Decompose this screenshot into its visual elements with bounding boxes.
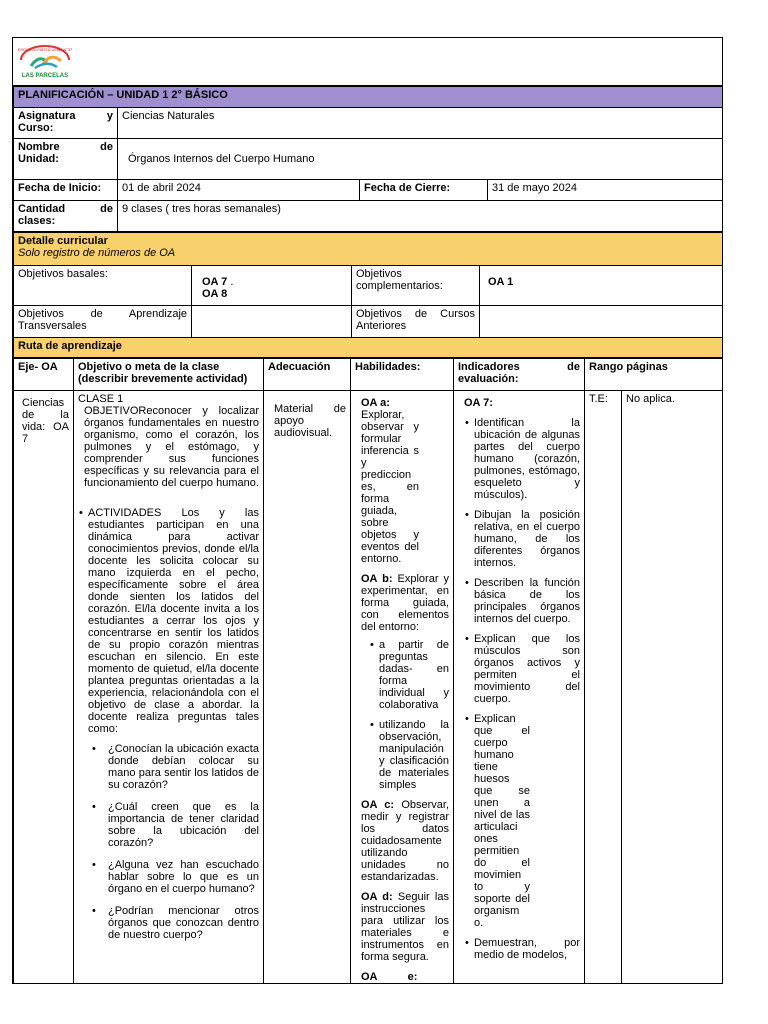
adecuacion-value: Material de apoyo audiovisual.	[264, 391, 351, 985]
te-label: T.E:	[585, 391, 622, 985]
cantidad-label	[14, 201, 118, 232]
header-table	[13, 86, 723, 232]
header-eje: Eje- OA	[14, 359, 74, 391]
basales-oa8: OA 8	[202, 288, 228, 300]
oa-a-text: Explorar, observar y formular inferencia s y prediccion es, en forma guiada, sobre objetos y eventos del entorno.	[361, 409, 419, 565]
transversales-value	[192, 306, 352, 338]
detalle-header	[14, 233, 724, 266]
fecha-inicio-label: Fecha de Inicio:	[14, 180, 118, 201]
nombre-label-word: Nombre	[18, 141, 60, 153]
cantidad-value: 9 clases ( tres horas semanales)	[118, 201, 724, 232]
fecha-cierre-value: 31 de mayo 2024	[488, 180, 724, 201]
header-objetivo: Objetivo o meta de la clase (describir brevemente actividad)	[74, 359, 264, 391]
complementarios-label: Objetivos complementarios:	[352, 266, 480, 306]
asignatura-label-y: y	[106, 110, 113, 122]
rango-value: No aplica.	[622, 391, 724, 985]
preguntas-list	[78, 743, 259, 941]
transversales-label: Objetivos de Aprendizaje Transversales	[14, 306, 192, 338]
indicadores-title: OA 7:	[464, 397, 493, 409]
header-rango: Rango páginas	[585, 359, 724, 391]
oa-d	[361, 891, 449, 963]
oa-b-text: Explorar y experimentar, en forma guiada, con elementos del entorno:	[361, 573, 449, 633]
actividades-text: • ACTIVIDADES Los y las estudiantes participan en una dinámica para activar conocimientos previos, donde el/la docente les solicita colocar su mano izquierda en el pecho, específicamente sobre el área donde sienten los latidos del corazón. El/la docente invita a los estudiantes a cerrar los ojos y concentrarse en sentir los latidos de su propio corazón mientras escuchan en silencio. En este momento de quietud, el/la docente plantea preguntas orientadas a la experiencia, relacionándola con el objetivo de clase a abordar. la docente realiza preguntas tales como:	[88, 507, 259, 735]
basales-dot: .	[230, 276, 234, 288]
header-adecuacion: Adecuación	[264, 359, 351, 391]
oa-d-label: OA d:	[361, 891, 393, 903]
unit-banner: PLANIFICACIÓN – UNIDAD 1 2° BÁSICO	[14, 87, 724, 108]
header-habilidades: Habilidades:	[351, 359, 454, 391]
complementarios-value: OA 1	[480, 266, 724, 306]
habilidades-cell	[351, 391, 454, 985]
fecha-cierre-label: Fecha de Cierre:	[360, 180, 488, 201]
asignatura-label-word: Asignatura	[18, 110, 76, 122]
pregunta-item: • ¿Cuál creen que es la importancia de tener claridad sobre la ubicación del corazón?	[108, 801, 259, 849]
eje-value: Ciencias de la vida: OA 7	[14, 391, 74, 985]
clase-title: CLASE 1	[78, 393, 124, 405]
oa-c	[361, 799, 449, 883]
basales-value	[192, 266, 352, 306]
pregunta-item: • ¿Conocían la ubicación exacta donde debían colocar su mano para sentir los latidos de su corazón?	[108, 743, 259, 791]
anteriores-label: Objetivos de Cursos Anteriores	[352, 306, 480, 338]
indicador-item: • Explican que el cuerpo humano tiene huesos que se unen a nivel de las articulaci ones permitien do el movimien to y soporte del organism o.	[474, 713, 530, 929]
oa-c-text: Observar, medir y registrar los datos cuidadosamente utilizando unidades no estandarizadas.	[361, 799, 449, 883]
nombre-label-unidad: Unidad:	[18, 153, 59, 165]
asignatura-label	[14, 108, 118, 139]
indicador-item: • Demuestran, por medio de modelos,	[474, 937, 580, 961]
detalle-title: Detalle curricular	[18, 235, 108, 247]
detalle-subtitle: Solo registro de números de OA	[18, 247, 176, 259]
cantidad-label-word: Cantidad	[18, 203, 66, 215]
actividades-list	[78, 507, 259, 735]
indicadores-cell	[454, 391, 585, 985]
cantidad-label-de: de	[100, 203, 113, 215]
nombre-label-de: de	[100, 141, 113, 153]
basales-oa7: OA 7	[202, 276, 228, 288]
pregunta-item: • ¿Alguna vez han escuchado hablar sobre lo que es un órgano en el cuerpo humano?	[108, 859, 259, 895]
asignatura-value: Ciencias Naturales	[118, 108, 724, 139]
oa-b-label: OA b:	[361, 573, 393, 585]
detalle-table	[13, 232, 723, 358]
oa-c-label: OA c:	[361, 799, 395, 811]
indicador-item: • Dibujan la posición relativa, en el cuerpo humano, de los diferentes órganos internos.	[474, 509, 580, 569]
ruta-title: Ruta de aprendizaje	[14, 338, 724, 358]
indicador-item: • Explican que los músculos son órganos activos y permiten el movimiento del cuerpo.	[474, 633, 580, 705]
logo-row	[13, 38, 722, 86]
planning-document	[12, 37, 723, 984]
header-indicadores: Indicadores de evaluación:	[454, 359, 585, 391]
logo-text: LAS PARCELAS	[21, 73, 69, 79]
oa-b-item: • a partir de preguntas dadas- en forma individual y colaborativa	[379, 639, 449, 711]
ruta-table	[13, 358, 723, 984]
indicador-item: • Describen la función básica de los principales órganos internos del cuerpo.	[474, 577, 580, 625]
oa-a	[361, 397, 419, 565]
nombre-value: Órganos Internos del Cuerpo Humano	[118, 139, 724, 180]
fecha-inicio-value: 01 de abril 2024	[118, 180, 360, 201]
school-logo-icon	[17, 44, 73, 80]
asignatura-label-curso: Curso:	[18, 122, 54, 134]
basales-label: Objetivos basales:	[14, 266, 192, 306]
oa-d-text: Seguir las instrucciones para utilizar los materiales e instrumentos en forma segura.	[361, 891, 449, 963]
oa-b-list	[361, 639, 449, 791]
oa-b-item: • utilizando la observación, manipulación y clasificación de materiales simples	[379, 719, 449, 791]
anteriores-value	[480, 306, 724, 338]
oa-b	[361, 573, 449, 633]
objetivo-cell	[74, 391, 264, 985]
oa-e-label: OA e:	[361, 971, 418, 983]
pregunta-item: • ¿Podrían mencionar otros órganos que conozcan dentro de nuestro cuerpo?	[108, 905, 259, 941]
indicador-item: • Identifican la ubicación de algunas partes del cuerpo humano (corazón, pulmones, estómago, esqueleto y músculos).	[474, 417, 580, 501]
logo-arc-text: ESCUELA PARTICULAR N°37	[17, 47, 73, 52]
objetivo-text: OBJETIVOReconocer y localizar órganos fundamentales en nuestro organismo, como el corazón, los pulmones y el estómago, y comprender sus funciones específicas y su relevancia para el funcionamiento del cuerpo humano.	[84, 405, 259, 489]
cantidad-label-clases: clases:	[18, 215, 56, 227]
indicadores-list	[464, 417, 580, 961]
nombre-label	[14, 139, 118, 180]
oa-a-label: OA a:	[361, 397, 390, 409]
